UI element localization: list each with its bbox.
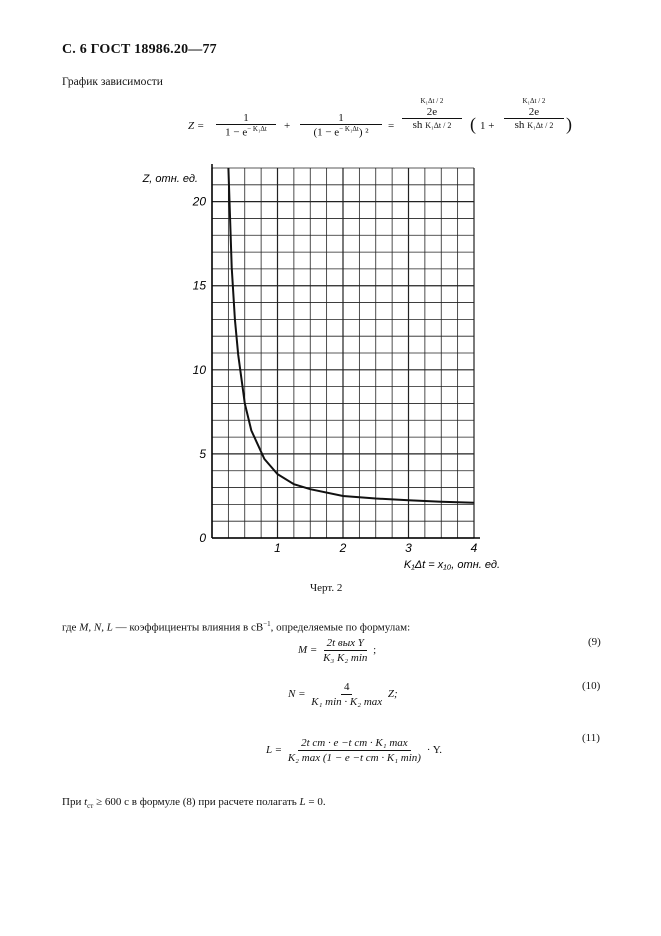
paren-one: 1 + <box>480 120 495 132</box>
page-header: С. 6 ГОСТ 18986.20—77 <box>62 42 217 57</box>
x-tick-label: 2 <box>339 541 347 555</box>
formula-9-number: (9) <box>588 636 601 648</box>
formula-9-frac: $\frac{\text{2t вых Y}}{\text{K₃ K₂ min}}$ <box>323 637 368 664</box>
z-dependence-chart <box>142 158 510 578</box>
plus-sign: + <box>284 120 291 132</box>
intro-text: График зависимости <box>62 76 163 88</box>
y-tick-label: 10 <box>192 362 206 377</box>
formula-10-frac: $\frac{4}{\text{K₁ min · K₂ max}}$ <box>311 681 383 708</box>
formula-11-number: (11) <box>582 732 600 744</box>
x-tick-label: 4 <box>470 541 478 555</box>
term1-den: $1 - e^{- K_1\Delta t}$ <box>225 125 267 139</box>
formula-9 <box>298 636 376 665</box>
y-axis-label: Z, отн. ед. <box>142 173 198 185</box>
chart-grid <box>212 168 474 538</box>
term4-num: K₁Δt / 2 2e <box>504 96 564 119</box>
term4-den: sh K₁Δt / 2 <box>514 119 554 131</box>
equals-sign: = <box>388 120 395 132</box>
formula-10-number: (10) <box>582 680 601 692</box>
where-text: где M, N, L — коэффициенты влияния в $сВ^{-1}$, определяемые по формулам: <box>62 620 411 634</box>
main-formula <box>188 96 608 158</box>
formula-11-tail: · Y. <box>426 744 442 757</box>
formula-10-tail: Z; <box>387 688 398 701</box>
x-axis-label: K₁Δt = x₁₀, отн. ед. <box>403 559 500 571</box>
term3 <box>402 96 462 131</box>
x-tick-label: 1 <box>274 541 281 555</box>
y-tick-label: 20 <box>192 194 206 209</box>
y-tick-label: 5 <box>199 446 206 461</box>
formula-11 <box>266 736 442 765</box>
term1 <box>216 112 276 139</box>
final-note: При $t_{ст} \ge 600$ с в формуле (8) при расчете полагать L = 0. <box>62 796 326 811</box>
y-tick-label: 15 <box>192 278 206 293</box>
formula-11-lhs: L = <box>266 744 283 757</box>
formula-9-tail: ; <box>373 644 377 657</box>
figure-caption: Черт. 2 <box>310 582 343 594</box>
term1-num: 1 <box>216 112 276 125</box>
formula-11-frac: $\frac{\text{2t ст · e −t ст · K₁ max}}{\text{K₂ max (1 − e −t ст · K₁ min)}}$ <box>287 737 421 764</box>
chart-axes <box>212 164 480 538</box>
x-tick-label: 3 <box>405 541 412 555</box>
formula-10 <box>288 680 398 709</box>
term2 <box>300 112 382 139</box>
term2-den: $(1 - e^{- K_1\Delta t})$ ² <box>313 125 369 139</box>
term2-num: 1 <box>300 112 382 125</box>
formula-9-lhs: M = <box>298 644 318 657</box>
y-tick-label: 0 <box>199 531 206 545</box>
term3-den: sh K₁Δt / 2 <box>412 119 452 131</box>
formula-10-lhs: N = <box>288 688 306 701</box>
formula-lhs: Z = <box>188 120 205 132</box>
paren-close: ) <box>566 114 572 134</box>
paren-open: ( <box>470 114 476 134</box>
term4 <box>504 96 564 131</box>
term3-num: K₁Δt / 2 2e <box>402 96 462 119</box>
